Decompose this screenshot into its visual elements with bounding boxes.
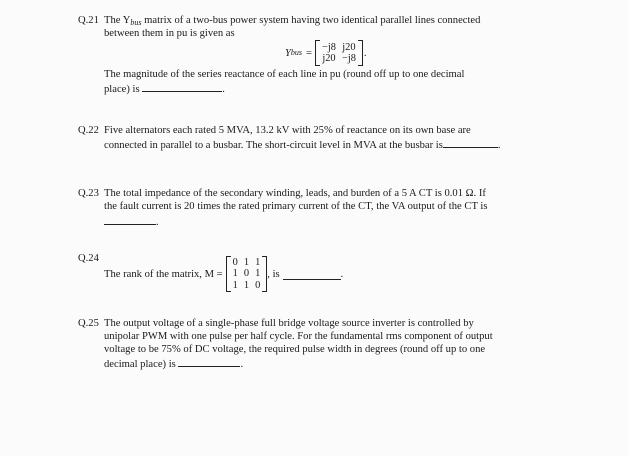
question-22 — [104, 124, 574, 152]
matrix-period: . — [363, 47, 367, 59]
matrix-cell: 0 — [255, 279, 261, 291]
matrix-cell: 1 — [232, 279, 238, 291]
question-number: Q.21 — [78, 15, 99, 26]
q22-text-line2: connected in parallel to a busbar. The short-circuit level in MVA at the busbar is — [104, 140, 443, 151]
matrix-cell: −j8 — [322, 41, 336, 53]
answer-blank[interactable] — [142, 81, 222, 92]
q24-end: . — [340, 268, 344, 280]
question-24 — [104, 256, 343, 292]
answer-blank[interactable] — [178, 356, 240, 367]
ybus-label: Y — [285, 47, 291, 59]
matrix-cell: j20 — [322, 53, 336, 64]
matrix-cell: 0 — [243, 268, 250, 280]
q23-end: . — [156, 217, 159, 228]
q25-text-line3: voltage to be 75% of DC voltage, the required pulse width in degrees (round off up to one — [104, 344, 486, 355]
answer-blank[interactable] — [283, 269, 341, 280]
q21-text-line2: between them in pu is given as — [104, 28, 235, 39]
question-21-cont — [104, 68, 574, 96]
right-bracket — [358, 40, 363, 66]
matrix-cell: 1 — [255, 256, 261, 268]
matrix-cell: 1 — [255, 268, 261, 280]
matrix-cell: 1 — [232, 268, 238, 280]
q25-end: . — [240, 359, 244, 370]
q22-text-line1: Five alternators each rated 5 MVA, 13.2 kV with 25% of reactance on its own base are — [104, 125, 471, 136]
q22-end: . — [497, 140, 501, 151]
q23-text-line1: The total impedance of the secondary winding, leads, and burden of a 5 A CT is 0.01 Ω. If — [104, 188, 486, 199]
q21-text-line4: place) is — [104, 84, 140, 95]
q25-text-line4: decimal place) is — [104, 359, 176, 370]
q24-text-before: The rank of the matrix, M = — [104, 268, 223, 280]
question-number: Q.23 — [78, 188, 99, 199]
q21-subscript: bus — [130, 18, 142, 27]
q24-text-after: , is — [267, 268, 280, 280]
q25-text-line2: unipolar PWM with one pulse per half cycle. For the fundamental rms component of output — [104, 331, 493, 342]
q21-ybus-equation: Y bus = −j8 j20 j20 −j8 . — [285, 41, 367, 64]
equals-sign: = — [306, 47, 313, 59]
answer-blank[interactable] — [104, 214, 156, 225]
q25-text-line1: The output voltage of a single-phase full bridge voltage source inverter is controlled by — [104, 318, 474, 329]
matrix-cell: 0 — [232, 256, 238, 268]
question-number: Q.22 — [78, 125, 99, 136]
q23-text-line2: the fault current is 20 times the rated primary current of the CT, the VA output of the CT is — [104, 201, 488, 212]
rank-matrix — [231, 257, 263, 292]
matrix-cell: j20 — [342, 41, 356, 53]
q21-end: . — [222, 84, 225, 95]
matrix-cell: 1 — [243, 256, 250, 268]
question-number: Q.24 — [78, 253, 99, 264]
question-21 — [104, 14, 574, 40]
q21-text-a: The Y — [104, 15, 131, 26]
q21-text-line3: The magnitude of the series reactance of each line in pu (round off up to one decimal — [104, 69, 465, 80]
matrix-cell: 1 — [243, 279, 250, 291]
answer-blank[interactable] — [443, 137, 498, 148]
question-23 — [104, 187, 574, 229]
q21-text-b: matrix of a two-bus power system having two identical parallel lines connected — [141, 15, 481, 26]
question-25 — [104, 317, 574, 371]
question-number: Q.25 — [78, 318, 99, 329]
matrix-cell: −j8 — [341, 53, 356, 64]
ybus-matrix — [320, 42, 358, 65]
